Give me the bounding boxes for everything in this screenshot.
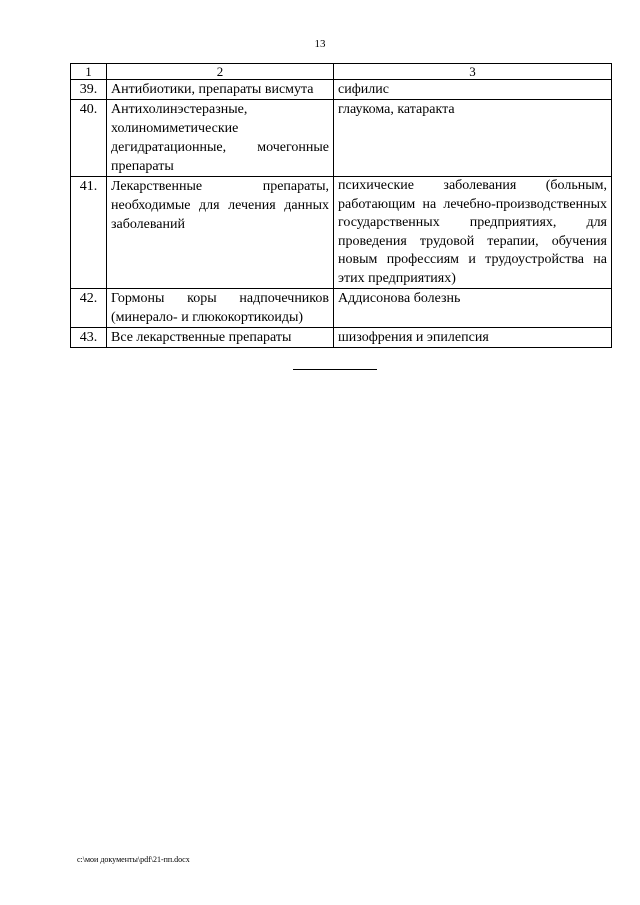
- row-number: 39.: [71, 80, 107, 100]
- row-number: 41.: [71, 177, 107, 289]
- page-number: 13: [314, 38, 326, 50]
- column-header: 3: [334, 64, 612, 80]
- table-row: [71, 289, 612, 328]
- column-header: 1: [71, 64, 107, 80]
- drug-cell: Антихолинэстеразные, холиномиметические дегидратационные, мочегонные препараты: [107, 100, 334, 177]
- table-row: [71, 100, 612, 177]
- drug-list-table: [70, 63, 612, 348]
- drug-cell: Все лекарственные препараты: [107, 328, 334, 348]
- drug-cell: Антибиотики, препараты висмута: [107, 80, 334, 100]
- column-header: 2: [107, 64, 334, 80]
- condition-cell: шизофрения и эпилепсия: [334, 328, 612, 348]
- row-number: 43.: [71, 328, 107, 348]
- table-row: [71, 328, 612, 348]
- condition-cell: психические заболевания (больным, работающим на лечебно-производственных государственных предприятиях, для проведения трудовой терапии, обучения новым профессиям и трудоустройства на этих предприятиях): [334, 177, 612, 289]
- drug-cell: Лекарственные препараты, необходимые для лечения данных заболеваний: [107, 177, 334, 289]
- condition-cell: Аддисонова болезнь: [334, 289, 612, 328]
- condition-cell: глаукома, катаракта: [334, 100, 612, 177]
- row-number: 40.: [71, 100, 107, 177]
- footer-file-path: c:\мои документы\pdf\21-пп.docx: [77, 855, 190, 864]
- table-row: [71, 177, 612, 289]
- end-separator-line: [293, 369, 377, 370]
- table-row: [71, 80, 612, 100]
- table-header-row: [71, 64, 612, 80]
- drug-cell: Гормоны коры надпочечников (минерало- и глюкокортикоиды): [107, 289, 334, 328]
- condition-cell: сифилис: [334, 80, 612, 100]
- row-number: 42.: [71, 289, 107, 328]
